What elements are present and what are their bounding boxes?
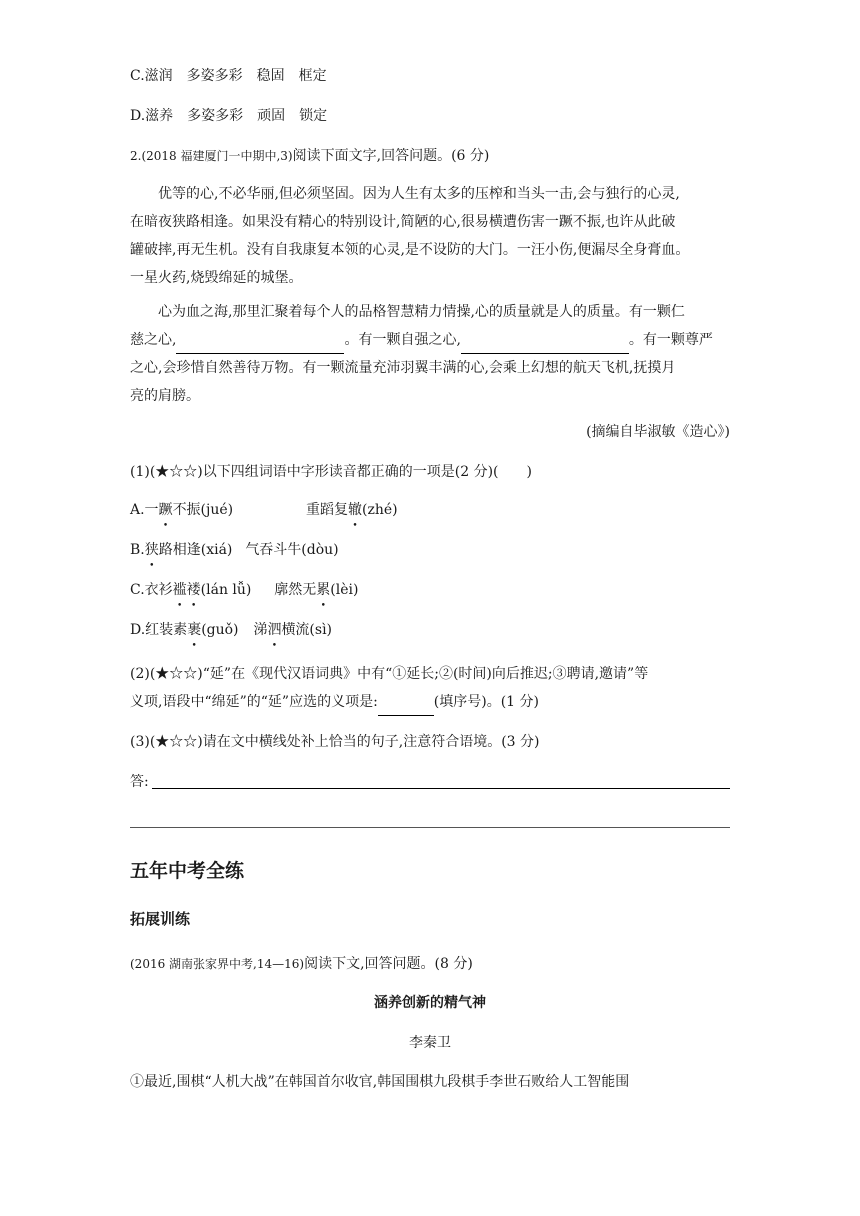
- passage-line: 优等的心,不必华丽,但必须坚固。因为人生有太多的压榨和当头一击,会与独行的心灵,: [158, 186, 680, 202]
- emphasis-char: 辙: [348, 502, 363, 518]
- section-subtitle: 拓展训练: [130, 910, 191, 928]
- emphasis-char: 褛: [186, 582, 201, 598]
- reading-header: [130, 954, 473, 974]
- passage-text: 。有一颗自强之心,: [344, 332, 461, 348]
- option-c: C.滋润 多姿多彩 稳固 框定: [130, 68, 327, 84]
- subquestion-2-text: 义项,语段中“绵延”的“延”应选的义项是:: [130, 694, 378, 710]
- emphasis-char: 褴: [172, 582, 187, 598]
- answer-label: 答:: [130, 774, 149, 790]
- reading-prompt: 阅读下文,回答问题。(8 分): [304, 956, 473, 972]
- question-2-header: [130, 146, 489, 166]
- subquestion-1-option-c: C.衣衫褴褛(lán lǚ) 廓然无累(lèi): [130, 582, 359, 598]
- emphasis-char: 狭: [144, 542, 159, 558]
- article-paragraph-1: ①最近,围棋“人机大战”在韩国首尔收官,韩国围棋九段棋手李世石败给人工智能围: [130, 1074, 630, 1090]
- fill-blank-3[interactable]: [378, 697, 434, 716]
- passage-paragraph-1: [130, 180, 730, 292]
- article-author: 李秦卫: [409, 1035, 451, 1051]
- passage-paragraph-2: [130, 298, 730, 410]
- passage-credit: (摘编自毕淑敏《造心》): [586, 424, 730, 440]
- answer-line[interactable]: [152, 788, 730, 789]
- passage-text: 慈之心,: [130, 332, 177, 348]
- passage-line: 亮的肩膀。: [130, 388, 200, 404]
- subquestion-1-option-a: A.一蹶不振(jué) 重蹈复辙(zhé): [130, 502, 398, 518]
- emphasis-char: 蹶: [158, 502, 173, 518]
- section-title: 五年中考全练: [130, 860, 245, 882]
- emphasis-char: 裹: [187, 622, 202, 638]
- passage-line: 一星火药,烧毁绵延的城堡。: [130, 270, 303, 286]
- emphasis-char: 泗: [267, 622, 282, 638]
- fill-blank-1[interactable]: [176, 335, 344, 354]
- passage-text: 。有一颗尊严: [628, 332, 713, 348]
- subquestion-2-text: (填序号)。(1 分): [433, 694, 540, 710]
- subquestion-1-option-d: D.红装素裹(guǒ) 涕泗横流(sì): [130, 622, 333, 638]
- passage-line: 在暗夜狭路相逢。如果没有精心的特别设计,简陋的心,很易横遭伤害一蹶不振,也许从此破: [130, 214, 676, 230]
- subquestion-1-stem: (1)(★☆☆)以下四组词语中字形读音都正确的一项是(2 分)( ): [130, 464, 532, 480]
- reading-source: (2016 湖南张家界中考,14—16): [130, 957, 305, 971]
- subquestion-2-line: (2)(★☆☆)“延”在《现代汉语词典》中有“①延长;②(时间)向后推迟;③聘请,邀请”等: [130, 666, 649, 682]
- question-2-source: 2.(2018 福建厦门一中期中,3): [130, 149, 293, 163]
- subquestion-2: [130, 660, 730, 716]
- fill-blank-2[interactable]: [461, 335, 629, 354]
- passage-line: 之心,会珍惜自然善待万物。有一颗流量充沛羽翼丰满的心,会乘上幻想的航天飞机,抚摸月: [130, 360, 676, 376]
- subquestion-3-stem: (3)(★☆☆)请在文中横线处补上恰当的句子,注意符合语境。(3 分): [130, 734, 540, 750]
- option-d: D.滋养 多姿多彩 顽固 锁定: [130, 108, 328, 124]
- question-2-prompt: 阅读下面文字,回答问题。(6 分): [292, 148, 490, 164]
- emphasis-char: 累: [316, 582, 331, 598]
- passage-line: 心为血之海,那里汇聚着每个人的品格智慧精力情操,心的质量就是人的质量。有一颗仁: [158, 304, 685, 320]
- article-title: 涵养创新的精气神: [374, 995, 486, 1011]
- passage-line: 罐破摔,再无生机。没有自我康复本领的心灵,是不设防的大门。一汪小伤,便漏尽全身膏血。: [130, 242, 690, 258]
- subquestion-1-option-b: B.狭路相逢(xiá) 气吞斗牛(dòu): [130, 542, 339, 558]
- section-divider: [130, 827, 730, 828]
